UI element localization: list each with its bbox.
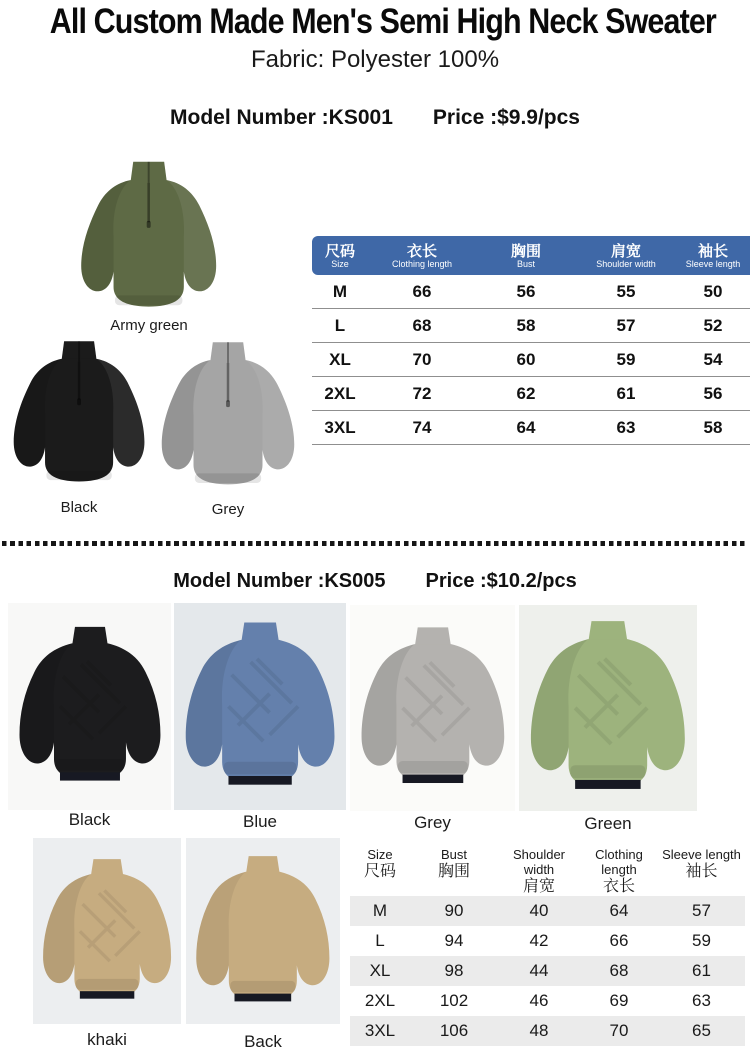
product-label-green: Green bbox=[584, 814, 632, 833]
table2-header-bust: Bust 胸围 bbox=[437, 847, 470, 880]
table-row: M 66 56 55 50 bbox=[312, 275, 750, 309]
table-row: 3XL 106 48 70 65 bbox=[350, 1016, 745, 1046]
table1-header-shoulder-width: 肩宽 Shoulder width bbox=[596, 242, 656, 269]
product-photo-khaki bbox=[33, 838, 181, 1024]
sweater-halfzip-icon bbox=[11, 337, 147, 493]
price-1: Price :$9.9/pcs bbox=[432, 106, 580, 129]
product-label-black-ks001: Black bbox=[60, 499, 98, 516]
table1-header-bust: 胸围 Bust bbox=[510, 242, 541, 269]
table2-header-clothing-length: Clothing length 衣长 bbox=[595, 847, 643, 895]
price-2: Price :$10.2/pcs bbox=[425, 570, 577, 592]
table-row: 3XL 74 64 63 58 bbox=[312, 411, 750, 445]
product-photo-grey-ks001 bbox=[153, 336, 303, 498]
dotted-divider bbox=[2, 541, 748, 546]
table2-header-shoulder-width: Shoulder width 肩宽 bbox=[512, 847, 566, 895]
table-row: XL 98 44 68 61 bbox=[350, 956, 745, 986]
product-label-grey-ks005: Grey bbox=[414, 813, 451, 832]
product-photo-blue bbox=[174, 603, 346, 810]
sweater-mockneck-icon bbox=[15, 607, 165, 806]
table1-header-clothing-length: 衣长 Clothing length bbox=[391, 242, 453, 269]
product-photo-black-ks005 bbox=[8, 603, 171, 810]
size-table-ks005 bbox=[350, 845, 745, 1046]
table1-header-sleeve-length: 袖长 Sleeve length bbox=[685, 242, 741, 269]
sweater-mockneck-icon bbox=[181, 607, 339, 806]
product-photo-green bbox=[519, 605, 697, 811]
product-label-back-view: Back bbox=[244, 1032, 282, 1051]
size-table-2-header bbox=[350, 845, 745, 896]
product-photo-army-green bbox=[70, 156, 228, 320]
table1-header-size: 尺码 Size bbox=[324, 242, 355, 269]
size-table-ks001 bbox=[312, 236, 750, 445]
product-label-black-ks005: Black bbox=[68, 810, 111, 829]
product-label-grey-ks001: Grey bbox=[211, 501, 245, 518]
sweater-mockneck-icon bbox=[526, 609, 690, 807]
table-row: L 68 58 57 52 bbox=[312, 309, 750, 343]
sweater-back-icon bbox=[192, 842, 334, 1021]
product-label-army-green: Army green bbox=[110, 317, 188, 334]
product-label-blue: Blue bbox=[242, 812, 278, 831]
table-row: XL 70 60 59 54 bbox=[312, 343, 750, 377]
table-row: L 94 42 66 59 bbox=[375, 931, 711, 950]
product-label-khaki: khaki bbox=[87, 1030, 127, 1049]
fabric-subtitle: Fabric: Polyester 100% bbox=[250, 46, 500, 73]
table2-header-sleeve-length: Sleeve length 袖长 bbox=[662, 847, 741, 880]
sweater-mockneck-icon bbox=[39, 842, 175, 1021]
sweater-mockneck-icon bbox=[357, 609, 509, 807]
product-photo-back-view bbox=[186, 838, 340, 1024]
model-number-2: Model Number :KS005 bbox=[173, 570, 386, 592]
product-photo-grey-ks005 bbox=[350, 605, 515, 811]
model-number-1: Model Number :KS001 bbox=[170, 106, 393, 129]
table-row: 2XL 102 46 69 63 bbox=[364, 991, 711, 1010]
table2-header-size: Size 尺码 bbox=[363, 847, 396, 880]
table-row: M 90 40 64 57 bbox=[350, 896, 745, 926]
model-price-line-1 bbox=[0, 106, 750, 130]
product-photo-black-ks001 bbox=[5, 334, 153, 496]
size-table-1-header bbox=[312, 236, 750, 275]
page-title bbox=[0, 2, 750, 42]
table-row: 2XL 72 62 61 56 bbox=[312, 377, 750, 411]
model-price-line-2 bbox=[0, 570, 750, 593]
sweater-halfzip-icon bbox=[159, 339, 297, 495]
sweater-halfzip-icon bbox=[76, 159, 221, 316]
page-title-text: All Custom Made Men's Semi High Neck Sweater bbox=[49, 2, 716, 41]
